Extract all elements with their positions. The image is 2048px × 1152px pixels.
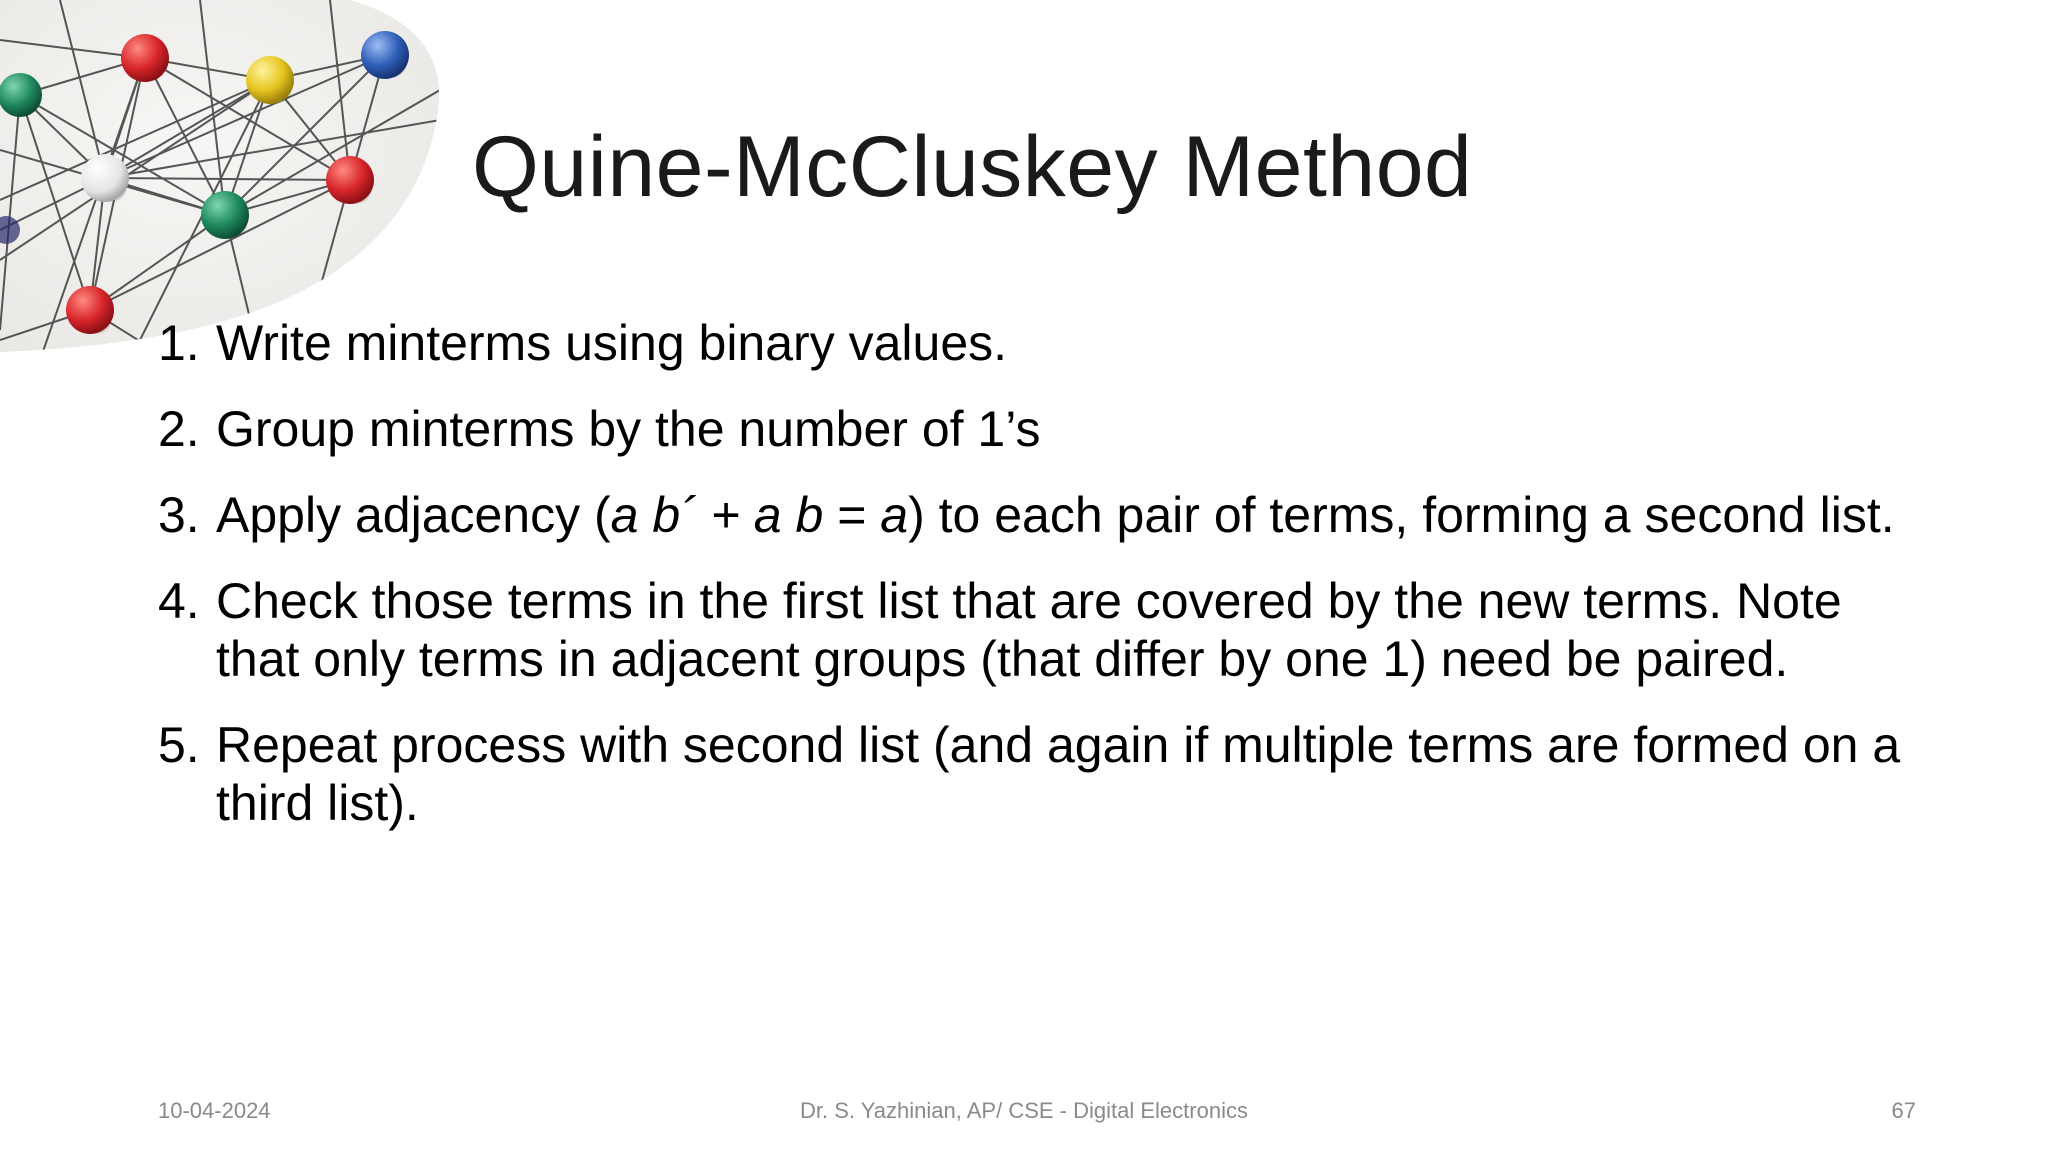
pushpin-network-image (0, 0, 460, 360)
list-item (158, 314, 1918, 372)
step-number: 1. (158, 315, 200, 371)
step-text (216, 487, 1895, 543)
slide-number: 67 (1891, 1098, 1916, 1123)
step-number: 4. (158, 573, 200, 629)
step-text-segment: ) to each pair of terms, forming a second list. (908, 487, 1895, 543)
footer-date: 10-04-2024 (158, 1098, 271, 1123)
list-item (158, 486, 1918, 544)
adjacency-formula-rhs: a (880, 487, 909, 543)
list-item (158, 400, 1918, 458)
adjacency-formula-lhs: a b´ + a b (610, 487, 824, 543)
step-number: 2. (158, 401, 200, 457)
step-text: Repeat process with second list (and again if multiple terms are formed on a third list). (216, 717, 1901, 831)
footer-author: Dr. S. Yazhinian, AP/ CSE - Digital Electronics (800, 1098, 1248, 1123)
step-number: 5. (158, 717, 200, 773)
step-text: Write minterms using binary values. (216, 315, 1008, 371)
list-item (158, 572, 1918, 688)
steps-list (158, 314, 1918, 860)
step-text-segment: = (823, 487, 881, 543)
step-text-segment: Apply adjacency ( (216, 487, 611, 543)
step-number: 3. (158, 487, 200, 543)
step-text: Group minterms by the number of 1’s (216, 401, 1041, 457)
slide-title: Quine-McCluskey Method (472, 119, 1473, 215)
list-item (158, 716, 1918, 832)
step-text: Check those terms in the first list that are covered by the new terms. Note that only terms in adjacent groups (that differ by one 1) need be paired. (216, 573, 1842, 687)
